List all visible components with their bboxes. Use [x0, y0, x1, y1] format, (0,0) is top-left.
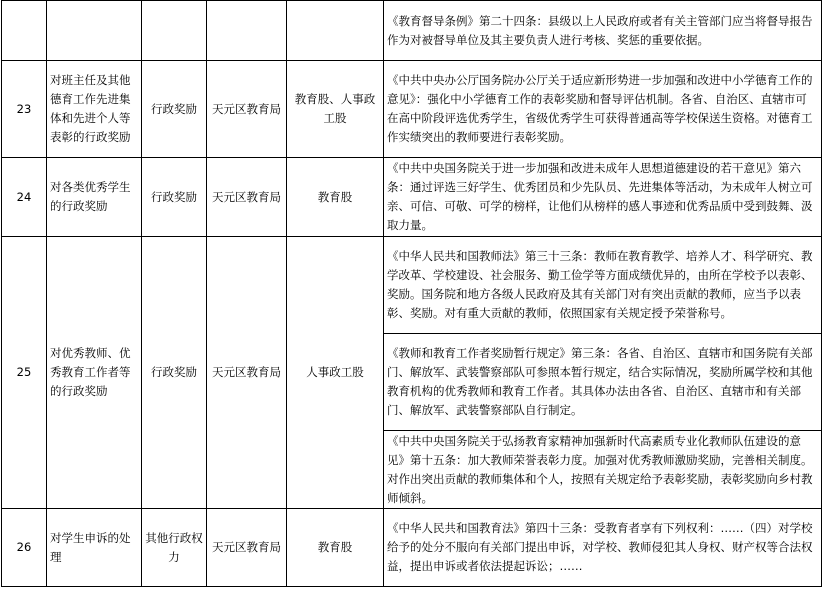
- row-number: 23: [2, 61, 47, 158]
- power-category: 行政奖励: [142, 61, 207, 158]
- table-row: [2, 1, 822, 61]
- implementing-department: [207, 1, 287, 61]
- item-name: 对各类优秀学生的行政奖励: [47, 158, 142, 237]
- row-number: 24: [2, 158, 47, 237]
- row-number: [2, 1, 47, 61]
- legal-basis-text: 《教育督导条例》第二十四条：县级以上人民政府或者有关主管部门应当将督导报告作为对被督导单位及其主要负责人进行考核、奖惩的重要依据。: [387, 13, 813, 47]
- responsible-unit: 教育股: [287, 509, 384, 587]
- power-category: 行政奖励: [142, 237, 207, 509]
- implementing-department: 天元区教育局: [207, 509, 287, 587]
- legal-basis-text: 《中华人民共和国教育法》第四十三条：受教育者享有下列权利：……（四）对学校给予的处分不服向有关部门提出申诉，对学校、教师侵犯其人身权、财产权等合法权益，提出申诉或者依法提起诉讼；……: [387, 521, 813, 573]
- power-category: 其他行政权力: [142, 509, 207, 587]
- item-name: [47, 1, 142, 61]
- legal-basis: [384, 61, 822, 158]
- implementing-department: 天元区教育局: [207, 61, 287, 158]
- power-category: [142, 1, 207, 61]
- legal-basis-text: 《教师和教育工作者奖励暂行规定》第三条：各省、自治区、直辖市和国务院有关部门、解放军、武装警察部队可参照本暂行规定，结合实际情况，奖励所属学校和其他教育机构的优秀教师和教育工作者。其具体办法由各省、自治区、直辖市和有关部门、解放军、武装警察部队自行制定。: [387, 346, 813, 417]
- implementing-department: 天元区教育局: [207, 237, 287, 509]
- implementing-department: 天元区教育局: [207, 158, 287, 237]
- legal-basis: [384, 334, 822, 431]
- power-category: 行政奖励: [142, 158, 207, 237]
- responsible-unit: [287, 1, 384, 61]
- responsible-unit: 教育股: [287, 158, 384, 237]
- legal-basis: [384, 158, 822, 237]
- item-name: 对班主任及其他德育工作先进集体和先进个人等表彰的行政奖励: [47, 61, 142, 158]
- table-row: [2, 61, 822, 158]
- table-row: [2, 237, 822, 334]
- responsible-unit: 教育股、人事政工股: [287, 61, 384, 158]
- legal-basis: [384, 431, 822, 509]
- table-row: [2, 158, 822, 237]
- item-name: 对学生申诉的处理: [47, 509, 142, 587]
- item-name: 对优秀教师、优秀教育工作者等的行政奖励: [47, 237, 142, 509]
- authority-table: [1, 0, 822, 587]
- legal-basis: [384, 237, 822, 334]
- legal-basis-text: 《中共中央国务院关于弘扬教育家精神加强新时代高素质专业化教师队伍建设的意见》第十五条：加大教师荣誉表彰力度。加强对优秀教师激励奖励，完善相关制度。对作出突出贡献的教师集体和个人，按照有关规定给予表彰奖励，表彰奖励向乡村教师倾斜。: [387, 433, 813, 505]
- row-number: 26: [2, 509, 47, 587]
- legal-basis-text: 《中共中央国务院关于进一步加强和改进未成年人思想道德建设的若干意见》第六条：通过评选三好学生、优秀团员和少先队员、先进集体等活动，为未成年人树立可亲、可信、可敬、可学的榜样，让他们从榜样的感人事迹和优秀品质中受到鼓舞、汲取力量。: [387, 161, 813, 232]
- legal-basis: [384, 1, 822, 61]
- legal-basis-text: 《中共中央办公厅国务院办公厅关于适应新形势进一步加强和改进中小学德育工作的意见》：强化中小学德育工作的表彰奖励和督导评估机制。各省、自治区、直辖市可在高中阶段评选优秀学生，省级优秀学生可获得普通高等学校保送生资格。对德育工作实绩突出的教师要进行表彰奖励。: [387, 73, 813, 144]
- table-row: [2, 509, 822, 587]
- legal-basis-text: 《中华人民共和国教师法》第三十三条：教师在教育教学、培养人才、科学研究、教学改革、学校建设、社会服务、勤工俭学等方面成绩优异的，由所在学校予以表彰、奖励。国务院和地方各级人民政府及其有关部门对有突出贡献的教师，应当予以表彰、奖励。对有重大贡献的教师，依照国家有关规定授予荣誉称号。: [387, 249, 813, 320]
- row-number: 25: [2, 237, 47, 509]
- legal-basis: [384, 509, 822, 587]
- responsible-unit: 人事政工股: [287, 237, 384, 509]
